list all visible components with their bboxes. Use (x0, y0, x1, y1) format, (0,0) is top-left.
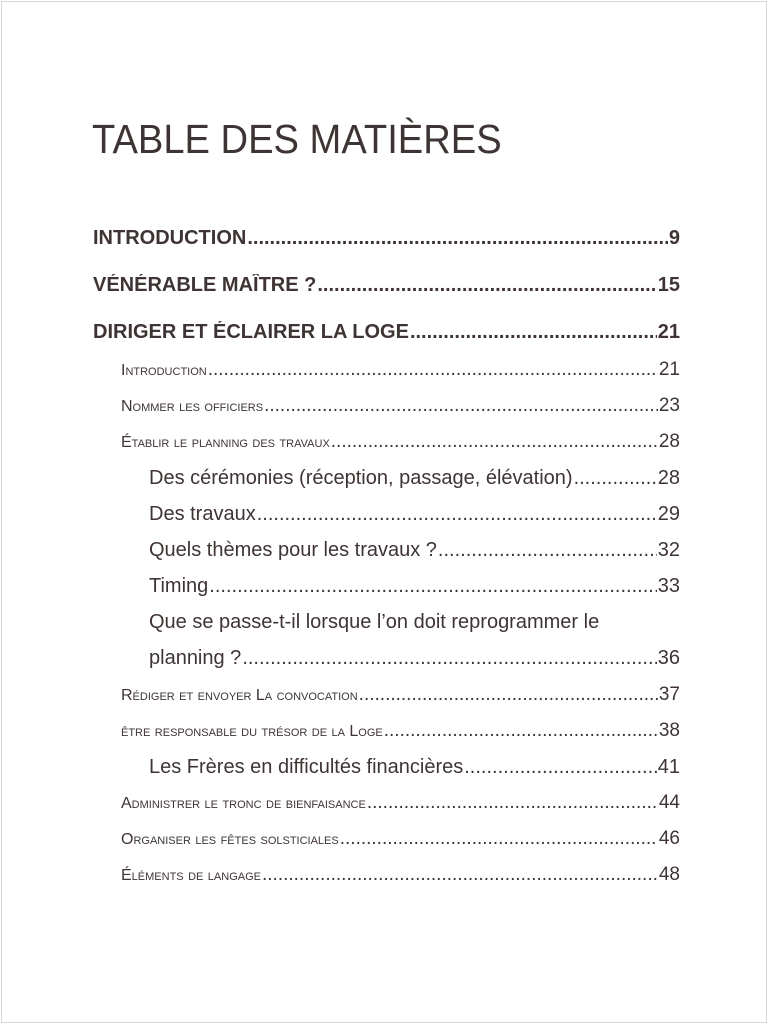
toc-entry-page: 28 (657, 467, 680, 489)
toc-entry-page: 15 (657, 274, 680, 296)
toc-entry-label: INTRODUCTION (93, 227, 247, 249)
toc-entry-reprogrammer-line1[interactable]: Que se passe-t-il lorsque l’on doit reprogrammer le (149, 611, 600, 633)
toc-entry-page: 33 (657, 575, 680, 597)
toc-entry-label: planning ? (149, 647, 242, 669)
toc-entry-page: 36 (657, 647, 680, 669)
toc-entry-label: DIRIGER ET ÉCLAIRER LA LOGE (93, 321, 409, 343)
toc-entry-page: 48 (658, 864, 680, 885)
leader-dots (340, 828, 658, 850)
toc-entry-page: 21 (658, 359, 680, 380)
toc-entry-page: 38 (658, 720, 680, 741)
toc-entry-label: Introduction (121, 362, 207, 379)
toc-entry-label: Des travaux (149, 503, 256, 525)
toc-entry-page: 46 (658, 828, 680, 849)
toc-entry-tronc-bienfaisance[interactable] (121, 792, 680, 814)
toc-entry-label: Éléments de langage (121, 867, 261, 884)
toc-entry-page: 41 (657, 756, 680, 778)
page-title: TABLE DES MATIÈRES (92, 116, 502, 162)
toc-entry-page: 23 (658, 395, 680, 416)
toc-entry-page: 32 (657, 539, 680, 561)
leader-dots (257, 503, 657, 526)
toc-entry-fetes-solsticiales[interactable] (121, 828, 680, 850)
leader-dots (264, 395, 658, 417)
leader-dots (208, 359, 658, 381)
toc-entry-label: Timing (149, 575, 209, 597)
leader-dots (262, 864, 658, 886)
toc-entry-label: Nommer les officiers (121, 398, 264, 415)
leader-dots (574, 467, 657, 490)
toc-entry-elements-langage[interactable] (121, 864, 680, 886)
leader-dots (410, 321, 657, 344)
toc-page (1, 1, 767, 1023)
leader-dots (209, 575, 656, 598)
toc-entry-page: 28 (658, 431, 680, 452)
toc-entry-rediger-convocation[interactable] (121, 684, 680, 706)
leader-dots (367, 792, 658, 814)
leader-dots (438, 539, 657, 562)
toc-entry-page: 37 (658, 684, 680, 705)
leader-dots (359, 684, 658, 706)
toc-entry-etablir-planning[interactable] (121, 431, 680, 453)
toc-entry-venerable-maitre[interactable] (93, 274, 680, 297)
toc-entry-diriger-eclairer[interactable] (93, 321, 680, 344)
toc-entry-introduction[interactable] (93, 227, 680, 250)
leader-dots (317, 274, 656, 297)
toc-entry-nommer-officiers[interactable] (121, 395, 680, 417)
toc-entry-page: 9 (668, 227, 680, 249)
toc-entry-ceremonies[interactable] (149, 467, 680, 490)
toc-entry-freres-difficultes[interactable] (149, 756, 680, 779)
toc-entry-page: 44 (658, 792, 680, 813)
toc-entry-des-travaux[interactable] (149, 503, 680, 526)
leader-dots (331, 431, 658, 453)
toc-entry-page: 21 (657, 321, 680, 343)
toc-entry-label: Les Frères en difficultés financières (149, 756, 464, 778)
toc-entry-label: VÉNÉRABLE MAÎTRE ? (93, 274, 317, 296)
toc-entry-tresor-loge[interactable] (121, 720, 680, 742)
toc-entry-reprogrammer-planning[interactable] (149, 647, 680, 670)
toc-entry-quels-themes[interactable] (149, 539, 680, 562)
toc-entry-label: Organiser les fêtes solsticiales (121, 831, 339, 848)
leader-dots (384, 720, 658, 742)
toc-entry-label: être responsable du trésor de la Loge (121, 723, 383, 740)
toc-entry-sub-introduction[interactable] (121, 359, 680, 381)
leader-dots (247, 227, 668, 250)
toc-entry-label: Administrer le tronc de bienfaisance (121, 795, 366, 812)
toc-entry-timing[interactable] (149, 575, 680, 598)
toc-entry-label: Établir le planning des travaux (121, 434, 330, 451)
leader-dots (242, 647, 656, 670)
leader-dots (464, 756, 657, 779)
toc-entry-label: Quels thèmes pour les travaux ? (149, 539, 437, 561)
toc-entry-page: 29 (657, 503, 680, 525)
toc-entry-label: Rédiger et envoyer La convocation (121, 687, 358, 704)
toc-entry-label: Des cérémonies (réception, passage, élévation) (149, 467, 573, 489)
